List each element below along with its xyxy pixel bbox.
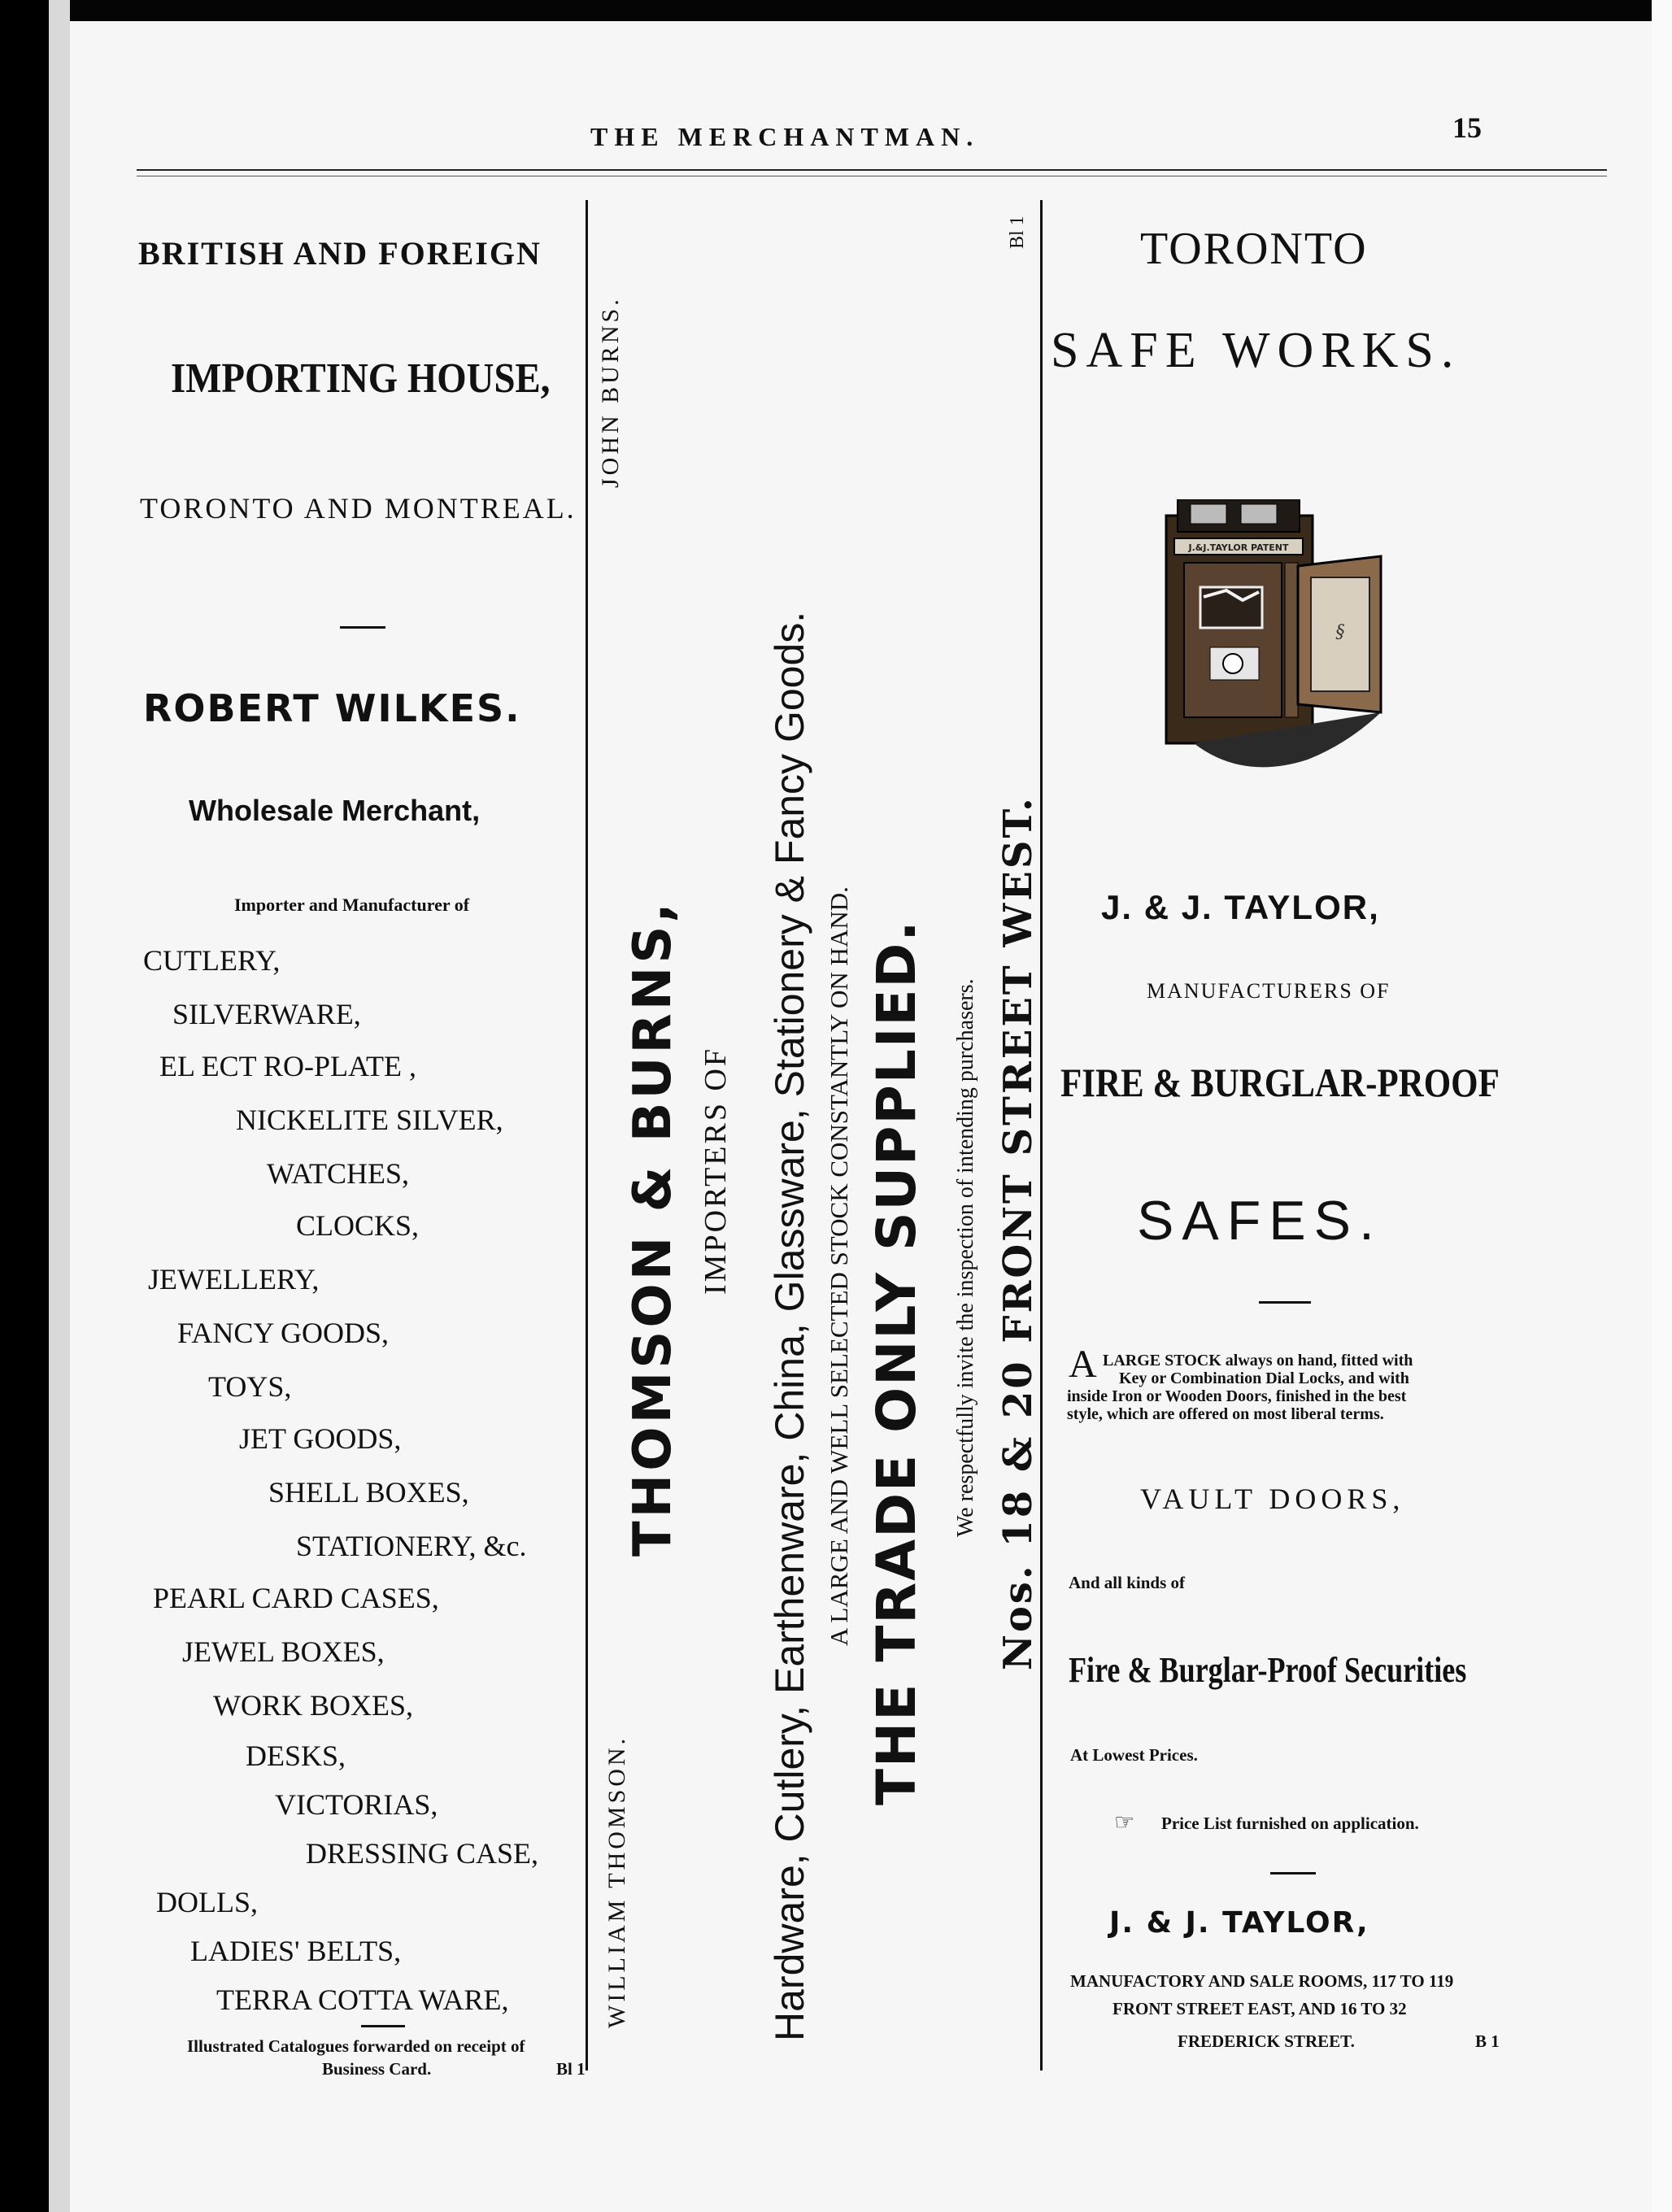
left-ad-name: ROBERT WILKES.: [143, 686, 521, 730]
list-item: DESKS,: [246, 1740, 346, 1772]
scan-right-border: [1652, 0, 1672, 2212]
list-item: TOYS,: [208, 1370, 292, 1403]
right-ad-allkinds: And all kinds of: [1069, 1573, 1185, 1592]
left-ad-dash: [340, 626, 385, 629]
page-title: THE MERCHANTMAN.: [590, 122, 980, 151]
middle-ad-code: Bl 1: [1007, 216, 1028, 249]
list-item: LADIES' BELTS,: [190, 1935, 402, 1967]
list-item: FANCY GOODS,: [177, 1317, 390, 1349]
right-ad-line1: TORONTO: [1140, 224, 1368, 274]
right-ad-product: FIRE & BURGLAR-PROOF: [1060, 1060, 1500, 1105]
svg-text:§: §: [1335, 622, 1345, 642]
middle-ad-importers: IMPORTERS OF: [699, 1046, 733, 1295]
list-item: DRESSING CASE,: [306, 1837, 539, 1870]
right-ad-prices: At Lowest Prices.: [1070, 1745, 1198, 1765]
header-rule: [137, 169, 1607, 176]
right-ad-dash1: [1259, 1301, 1311, 1304]
right-ad-manu: MANUFACTURERS OF: [1147, 979, 1391, 1003]
left-ad-line1: BRITISH AND FOREIGN: [138, 235, 542, 272]
middle-ad-trade: THE TRADE ONLY SUPPLIED.: [865, 919, 928, 1805]
left-ad-footer1: Illustrated Catalogues forwarded on receipt of: [187, 2036, 525, 2056]
middle-ad-invite: We respectfully invite the inspection of intending purchasers.: [953, 978, 978, 1537]
left-ad-intro: Importer and Manufacturer of: [234, 895, 470, 915]
left-ad-line3: TORONTO AND MONTREAL.: [140, 492, 577, 525]
left-ad-code: Bl 1: [556, 2059, 586, 2079]
right-ad-stock4: style, which are offered on most liberal terms.: [1067, 1405, 1384, 1423]
list-item: VICTORIAS,: [275, 1788, 438, 1821]
left-ad-footer2: Business Card.: [322, 2059, 432, 2079]
safe-plate-text: J.&J.TAYLOR PATENT: [1188, 542, 1289, 553]
page: [70, 21, 1652, 2212]
list-item: EL ECT RO-PLATE ,: [159, 1050, 416, 1082]
right-ad-firm: J. & J. TAYLOR,: [1101, 888, 1380, 926]
right-ad-pricelist-mark: ☞: [1114, 1810, 1135, 1835]
list-item: CLOCKS,: [296, 1209, 420, 1242]
right-ad-stock3: inside Iron or Wooden Doors, finished in the best: [1067, 1387, 1407, 1405]
list-item: SILVERWARE,: [172, 998, 361, 1030]
middle-ad-john: JOHN BURNS.: [597, 296, 624, 488]
list-item: NICKELITE SILVER,: [236, 1104, 503, 1136]
list-item: JET GOODS,: [239, 1422, 402, 1455]
list-item: STATIONERY, &c.: [296, 1530, 527, 1562]
right-ad-addr2: FRONT STREET EAST, AND 16 TO 32: [1112, 1999, 1407, 2018]
right-ad-securities: Fire & Burglar-Proof Securities: [1069, 1650, 1467, 1690]
list-item: CUTLERY,: [143, 944, 281, 977]
page-number: 15: [1452, 111, 1482, 144]
right-ad-code: B 1: [1475, 2031, 1500, 2051]
right-ad-stock1: LARGE STOCK always on hand, fitted with: [1103, 1352, 1413, 1369]
list-item: TERRA COTTA WARE,: [216, 1983, 509, 2016]
left-ad-importing-house: IMPORTING HOUSE,: [171, 355, 551, 402]
page-header: [70, 102, 1652, 151]
middle-ad-william: WILLIAM THOMSON.: [603, 1735, 630, 2028]
right-ad-line2: SAFE WORKS.: [1051, 323, 1461, 378]
book-spine: [0, 0, 49, 2212]
list-item: WORK BOXES,: [213, 1689, 414, 1722]
right-ad-addr3: FREDERICK STREET.: [1178, 2031, 1355, 2051]
list-item: JEWELLERY,: [148, 1263, 320, 1295]
right-ad-dash2: [1270, 1872, 1316, 1875]
right-ad-safes: SAFES.: [1137, 1190, 1382, 1252]
middle-ad-stock: A LARGE AND WELL SELECTED STOCK CONSTANTLY ON HAND.: [825, 886, 853, 1646]
scan-top-border: [0, 0, 1672, 21]
middle-ad-goods: Hardware, Cutlery, Earthenware, China, Glassware, Stationery & Fancy Goods.: [767, 611, 812, 2041]
list-item: PEARL CARD CASES,: [153, 1582, 439, 1614]
list-item: DOLLS,: [156, 1886, 258, 1918]
middle-ad-firm: THOMSON & BURNS,: [623, 899, 683, 1557]
list-item: WATCHES,: [267, 1157, 410, 1190]
list-item: JEWEL BOXES,: [182, 1635, 385, 1668]
left-ad-role: Wholesale Merchant,: [189, 794, 481, 827]
left-ad-footer-rule: [361, 2025, 405, 2027]
right-ad-addr1: MANUFACTORY AND SALE ROOMS, 117 TO 119: [1070, 1971, 1454, 1991]
list-item: SHELL BOXES,: [268, 1476, 469, 1509]
page-gutter: [49, 0, 70, 2212]
right-ad-stock-initial: A: [1069, 1343, 1097, 1386]
right-ad-firm2: J. & J. TAYLOR,: [1109, 1906, 1369, 1940]
right-ad-stock2: Key or Combination Dial Locks, and with: [1119, 1369, 1409, 1387]
right-ad-pricelist: Price List furnished on application.: [1161, 1814, 1419, 1833]
column-divider-left: [586, 200, 588, 2070]
right-ad-vault: VAULT DOORS,: [1140, 1483, 1405, 1515]
middle-ad-address: Nos. 18 & 20 FRONT STREET WEST.: [995, 795, 1041, 1670]
safe-illustration: [1161, 499, 1386, 781]
